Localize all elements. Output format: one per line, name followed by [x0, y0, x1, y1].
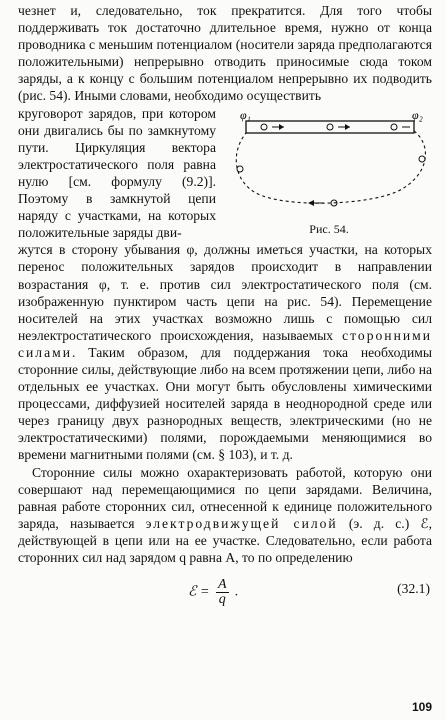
paragraph-1 [18, 2, 432, 105]
return-charges [237, 156, 425, 206]
formula-number: (32.1) [397, 581, 430, 597]
formula-denominator: q [218, 592, 226, 608]
formula-fraction [216, 578, 229, 607]
term-emf: электродвижущей силой [145, 515, 338, 531]
circuit-diagram [226, 109, 432, 219]
conductor-bar [246, 121, 414, 133]
paragraph-2-end-text: (э. д. с.) ℰ, действующей в цепи или на ее участке. Следовательно, если работа сторонних сил над зарядом q равна A, то по определению [18, 515, 433, 565]
formula-lhs: ℰ = [188, 584, 210, 600]
paragraph-1-text: чезнет и, следовательно, ток прекратится. Для того чтобы поддерживать ток достаточно длительное время, нужно от конца проводника с меньшим потенциалом (носители заряда предполагаются положительными) непрерывно отводить приносимые сюда током заряды, а к концу с большим потенциалом непрерывно их подводить (рис. 54). Иными словами, необходимо осуществить [18, 3, 432, 104]
paragraph-1-continued-text: жутся в сторону убывания φ, должны иметься участки, на которых перенос положительных зарядов происходит в направлении возрастания φ, т. е. против сил электростатического поля (см. изображенную пунктиром часть цепи на рис. 54). Перемещение носителей на этих участках возможно лишь с помощью сил неэлектростатического происхождения, называемых [18, 242, 432, 343]
figure-wrap-block [18, 105, 432, 242]
term-external-forces: сторонними силами [18, 327, 432, 360]
formula-numerator: A [217, 577, 227, 593]
page-text [18, 2, 432, 610]
return-path-dashed [236, 131, 425, 203]
label-phi2: φ₂ [412, 108, 423, 122]
paragraph-1-end-text: . Таким образом, для поддержания тока необходимы сторонние силы, действующие либо на всем протяжении цепи, либо на отдельных ее участках. Они могут быть обусловлены химическими процессами, диффузией носителей заряда в неоднородной среде или через границу двух разнородных веществ, электрическими (но не электростатическими) полями, порождаемыми меняющимися во времени магнитными полями (см. § 103), и т. д. [18, 344, 432, 463]
formula-32-1 [18, 570, 432, 610]
paragraph-2 [18, 464, 432, 567]
figure-caption: Рис. 54. [309, 221, 349, 236]
paragraph-2-start-text: Сторонние силы можно охарактеризовать работой, которую они совершают над перемещающимися по цепи зарядами. Величина, равная работе сторонних сил, отнесенной к единице положительного заряда, называется [18, 464, 432, 531]
bar-charges [261, 124, 410, 130]
formula-expression [188, 578, 239, 607]
figure-54 [226, 109, 432, 237]
label-phi1: φ₁ [240, 108, 251, 122]
paragraph-1-continued [18, 241, 432, 463]
formula-tail: . [235, 584, 239, 600]
paragraph-1-wrapped-text: круговорот зарядов, при котором они двигались бы по замкнутому пути. Циркуляция вектора электростатического поля равна нулю [см. формулу (9.2)]. Поэтому в замкнутой цепи наряду с участками, на которых положительные заряды дви- [18, 105, 216, 241]
page-number: 109 [411, 700, 432, 714]
